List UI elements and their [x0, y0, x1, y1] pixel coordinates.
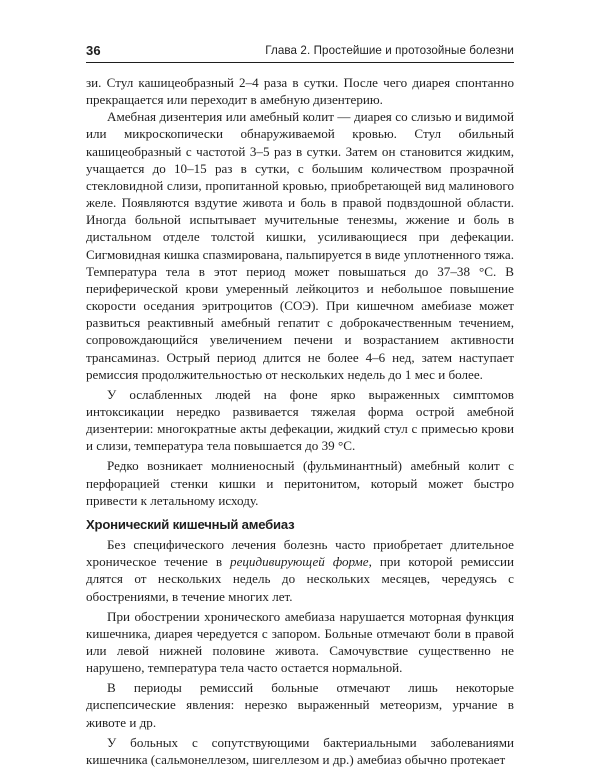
paragraph-exacerbation: При обострении хронического амебиаза нарушается моторная функция кишечника, диарея чередуется с запором. Больные отмечают боли в правой или левой нижней половине живота. Самочувствие существенно не нарушено, температура тела часто остается нормальной.: [86, 608, 514, 676]
paragraph-concomitant: У больных с сопутствующими бактериальными заболеваниями кишечника (сальмонеллезом, шигеллезом и др.) амебиаз обычно протекает: [86, 734, 514, 767]
paragraph-continued: зи. Стул кашицеобразный 2–4 раза в сутки. После чего диарея спонтанно прекращается или переходит в амебную дизентерию.: [86, 75, 514, 108]
running-head: Глава 2. Простейшие и протозойные болезни: [265, 44, 514, 57]
header-rule: [86, 62, 514, 63]
paragraph-chronic-course: [86, 536, 514, 605]
paragraph-remission: В периоды ремиссий больные отмечают лишь некоторые диспепсические явления: нерезко выраженный метеоризм, урчание в животе и др.: [86, 680, 514, 730]
page-header: [86, 43, 514, 63]
italic-term: рецидивирующей форме: [230, 554, 369, 570]
section-heading: Хронический кишечный амебиаз: [86, 516, 295, 532]
body-text: [86, 74, 514, 768]
paragraph-severe-form: У ослабленных людей на фоне ярко выраженных симптомов интоксикации нередко развивается тяжелая форма острой амебной дизентерии: многократные акты дефекации, жидкий стул с примесью крови и слизи, температура тела повышается до 39 °С.: [86, 386, 514, 454]
paragraph-fulminant-colitis: Редко возникает молниеносный (фульминантный) амебный колит с перфорацией стенки кишки и перитонитом, который может быстро привести к летальному исходу.: [86, 458, 514, 508]
page-number: 36: [86, 43, 101, 58]
paragraph-amebic-dysentery: Амебная дизентерия или амебный колит — диарея со слизью и видимой или микроскопически обнаруживаемой кровью. Стул обильный кашицеобразный с частотой 3–5 раз в сутки. Затем он становится жидким, учащается до 10–15 раз в сутки, с большим количеством прозрачной стекловидной слизи, пропитанной кровью, приобретающей вид малинового желе. Появляются вздутие живота и боль в правой подвздошной области. Иногда больной испытывает мучительные тенезмы, жжение и боль в дистальном отделе толстой кишки, усиливающиеся при дефекации. Сигмовидная кишка спазмирована, пальпируется в виде уплотненного тяжа. Температура тела в этот период может повышаться до 37–38 °С. В периферической крови умеренный лейкоцитоз и небольшое повышение скорости оседания эритроцитов (СОЭ). При кишечном амебиазе может развиться реактивный амебный гепатит с доброкачественным течением, сопровождающийся увеличением печени и возрастанием активности трансаминаз. Острый период длится не более 4–6 нед, затем наступает ремиссия продолжительностью от нескольких недель до 1 мес и более.: [86, 109, 514, 382]
chronic-course-text-end: , при которой ремиссии длятся от нескольких недель до нескольких месяцев, чередуясь с обострениями, в течение многих лет.: [86, 554, 514, 604]
chronic-course-text-start: Без специфического лечения болезнь часто приобретает длительное хроническое течение в: [86, 537, 514, 570]
